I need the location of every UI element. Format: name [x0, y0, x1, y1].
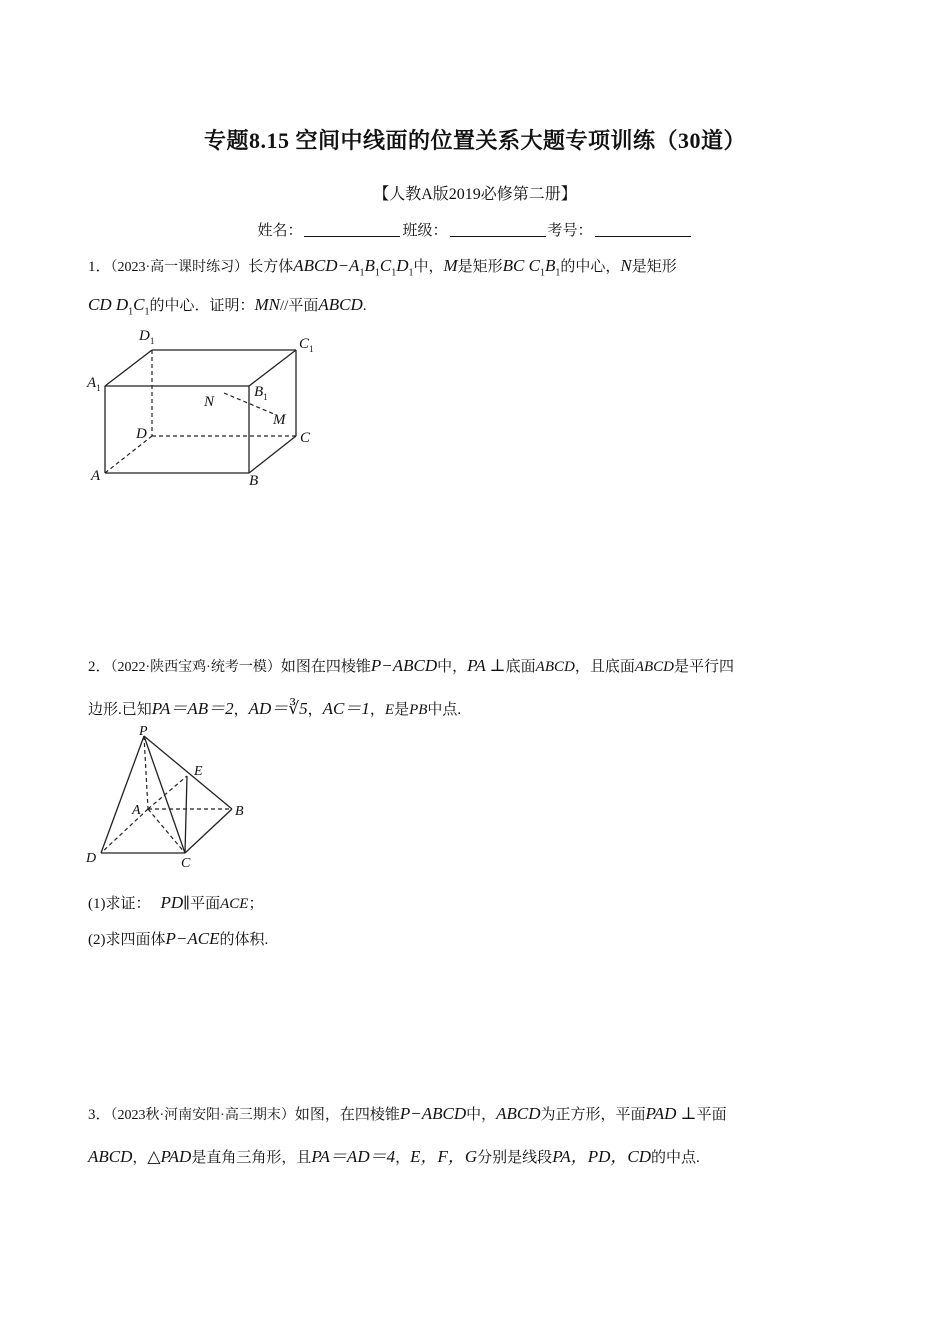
label-m: M: [273, 412, 286, 428]
q1-text: //平面: [280, 298, 319, 314]
q2-part1-text: (1)求证：: [88, 896, 151, 912]
q3-line2: [88, 1142, 700, 1167]
q1-math-rect2: CD $D_1C_1$: [88, 295, 150, 318]
name-label: 姓名：: [257, 223, 303, 239]
q2-text: ，: [233, 702, 249, 718]
q2-line1: [88, 655, 734, 676]
exam-no-blank[interactable]: [595, 222, 691, 237]
exam-no-label: 考号：: [547, 223, 593, 239]
q2-pyramid-figure: [82, 722, 262, 872]
q1-text: 的中心，: [560, 259, 621, 275]
q2-math-base: ABCD: [535, 659, 575, 675]
label-b1: $B_1$: [254, 384, 268, 402]
q1-number: 1．: [88, 259, 111, 275]
q3-text: 的中点.: [651, 1150, 700, 1166]
q2-text: 是: [394, 702, 410, 718]
q3-text: ，: [132, 1150, 148, 1166]
q1-text: 中，: [413, 259, 444, 275]
q3-math-square: ABCD: [496, 1104, 541, 1123]
q3-math-pyramid: P−ABCD: [399, 1104, 467, 1123]
edge-bc: [249, 436, 296, 473]
q2-math-perp: PA ⊥: [467, 656, 506, 675]
label-c1: $C_1$: [299, 336, 314, 354]
page-subtitle: 【人教A版2019必修第二册】: [373, 186, 577, 203]
q3-text: ，: [395, 1150, 411, 1166]
label-a1: $A_1$: [87, 375, 101, 393]
edge-a1d1: [105, 350, 152, 386]
q2-part2-text: 的体积.: [219, 932, 269, 948]
q1-text: 是矩形: [457, 259, 503, 275]
q3-text: 是直角三角形，且: [191, 1150, 312, 1166]
q2-math-eq1: PA＝AB＝2: [151, 699, 234, 718]
label-d1: $D_1$: [139, 328, 155, 346]
q2-text: ，: [369, 702, 385, 718]
q3-math-eq: PA＝AD＝4: [311, 1147, 396, 1166]
class-blank[interactable]: [450, 222, 546, 237]
q2-text: 中点.: [427, 702, 462, 718]
q1-source: （2023·高一课时练习）: [110, 260, 249, 275]
q2-text: 如图在四棱锥: [280, 659, 371, 675]
q3-text: 分别是线段: [477, 1150, 553, 1166]
q2-math-pace: P−ACE: [165, 929, 220, 948]
q2-math-eq3: AC＝1: [322, 699, 370, 718]
q2-text: ，且底面: [574, 659, 635, 675]
page-title: 专题8.15 空间中线面的位置关系大题专项训练（30道）: [203, 128, 746, 153]
q2-part2-text: (2)求四面体: [88, 932, 166, 948]
edge-cb: [185, 809, 232, 853]
q3-text: 如图，在四棱锥: [294, 1107, 400, 1123]
q2-text: 底面: [505, 659, 536, 675]
q3-number: 3．: [88, 1107, 111, 1123]
q3-line1: [88, 1103, 727, 1124]
q1-line1: [88, 255, 677, 278]
q1-text: 的中心．证明：: [149, 298, 255, 314]
q1-math-m: M: [443, 256, 458, 275]
label-a: A: [132, 803, 141, 818]
q2-math-base: ABCD: [634, 659, 675, 675]
q1-text: .: [362, 298, 367, 314]
q2-math-pd: PD: [160, 893, 184, 912]
q2-part2: [88, 928, 268, 949]
q2-part1-text: ∥平面: [183, 896, 221, 912]
q3-math-triangle: △PAD: [147, 1147, 192, 1166]
q1-line2: [88, 294, 367, 317]
q3-source: （2023秋·河南安阳·高三期末）: [110, 1108, 295, 1123]
edge-ac-hidden: [148, 809, 185, 853]
edge-b1c1: [249, 350, 296, 386]
edge-pd: [101, 736, 144, 853]
q1-math-n: N: [620, 256, 632, 275]
label-a: A: [91, 468, 101, 484]
q2-line2: [88, 694, 461, 719]
q2-source: （2022·陕西宝鸡·统考一模）: [110, 660, 281, 675]
q2-math-pb: PB: [409, 702, 428, 718]
q2-text: ，: [307, 702, 323, 718]
q2-part1: [88, 892, 263, 913]
class-label: 班级：: [402, 223, 448, 239]
edge-ad-hidden: [101, 809, 148, 853]
q3-math-abcd: ABCD: [88, 1147, 133, 1166]
q1-math-plane: ABCD: [318, 295, 363, 314]
q3-math-segments: PA，PD，CD: [552, 1147, 652, 1166]
q3-text: 平面: [696, 1107, 727, 1123]
q2-math-eq2: AD＝∛5: [248, 699, 308, 718]
q2-text: 是平行四: [674, 659, 735, 675]
q1-math-rect1: BC $C_1B_1$: [502, 256, 561, 279]
q1-text: 长方体: [248, 259, 294, 275]
q1-math-mn: MN: [254, 295, 281, 314]
label-d: D: [86, 851, 97, 866]
q3-math-pad: PAD ⊥: [645, 1104, 697, 1123]
student-info-row: [0, 219, 950, 240]
q1-math-solid: $ABCD-A_1B_1C_1D_1$: [293, 256, 414, 279]
label-e: E: [194, 764, 203, 779]
label-b: B: [249, 473, 259, 489]
label-p: P: [139, 724, 148, 739]
segment-ec: [185, 776, 187, 853]
q3-text: 中，: [466, 1107, 497, 1123]
q1-cuboid-figure: [82, 320, 332, 495]
label-c: C: [300, 430, 311, 446]
label-n: N: [204, 394, 215, 410]
q2-math-pyramid: P−ABCD: [370, 656, 438, 675]
q3-math-points: E，F，G: [410, 1147, 478, 1166]
name-blank[interactable]: [304, 222, 400, 237]
q2-text: 中，: [437, 659, 468, 675]
q3-text: 为正方形，平面: [540, 1107, 646, 1123]
q2-text: 边形.已知: [88, 702, 152, 718]
q2-math-ace: ACE: [220, 896, 249, 912]
q2-part1-text: ；: [248, 896, 264, 912]
label-b: B: [235, 804, 244, 819]
q1-text: 是矩形: [631, 259, 677, 275]
label-c: C: [181, 856, 191, 871]
label-d: D: [136, 426, 147, 442]
q2-math-e: E: [384, 702, 395, 718]
q2-number: 2．: [88, 659, 111, 675]
